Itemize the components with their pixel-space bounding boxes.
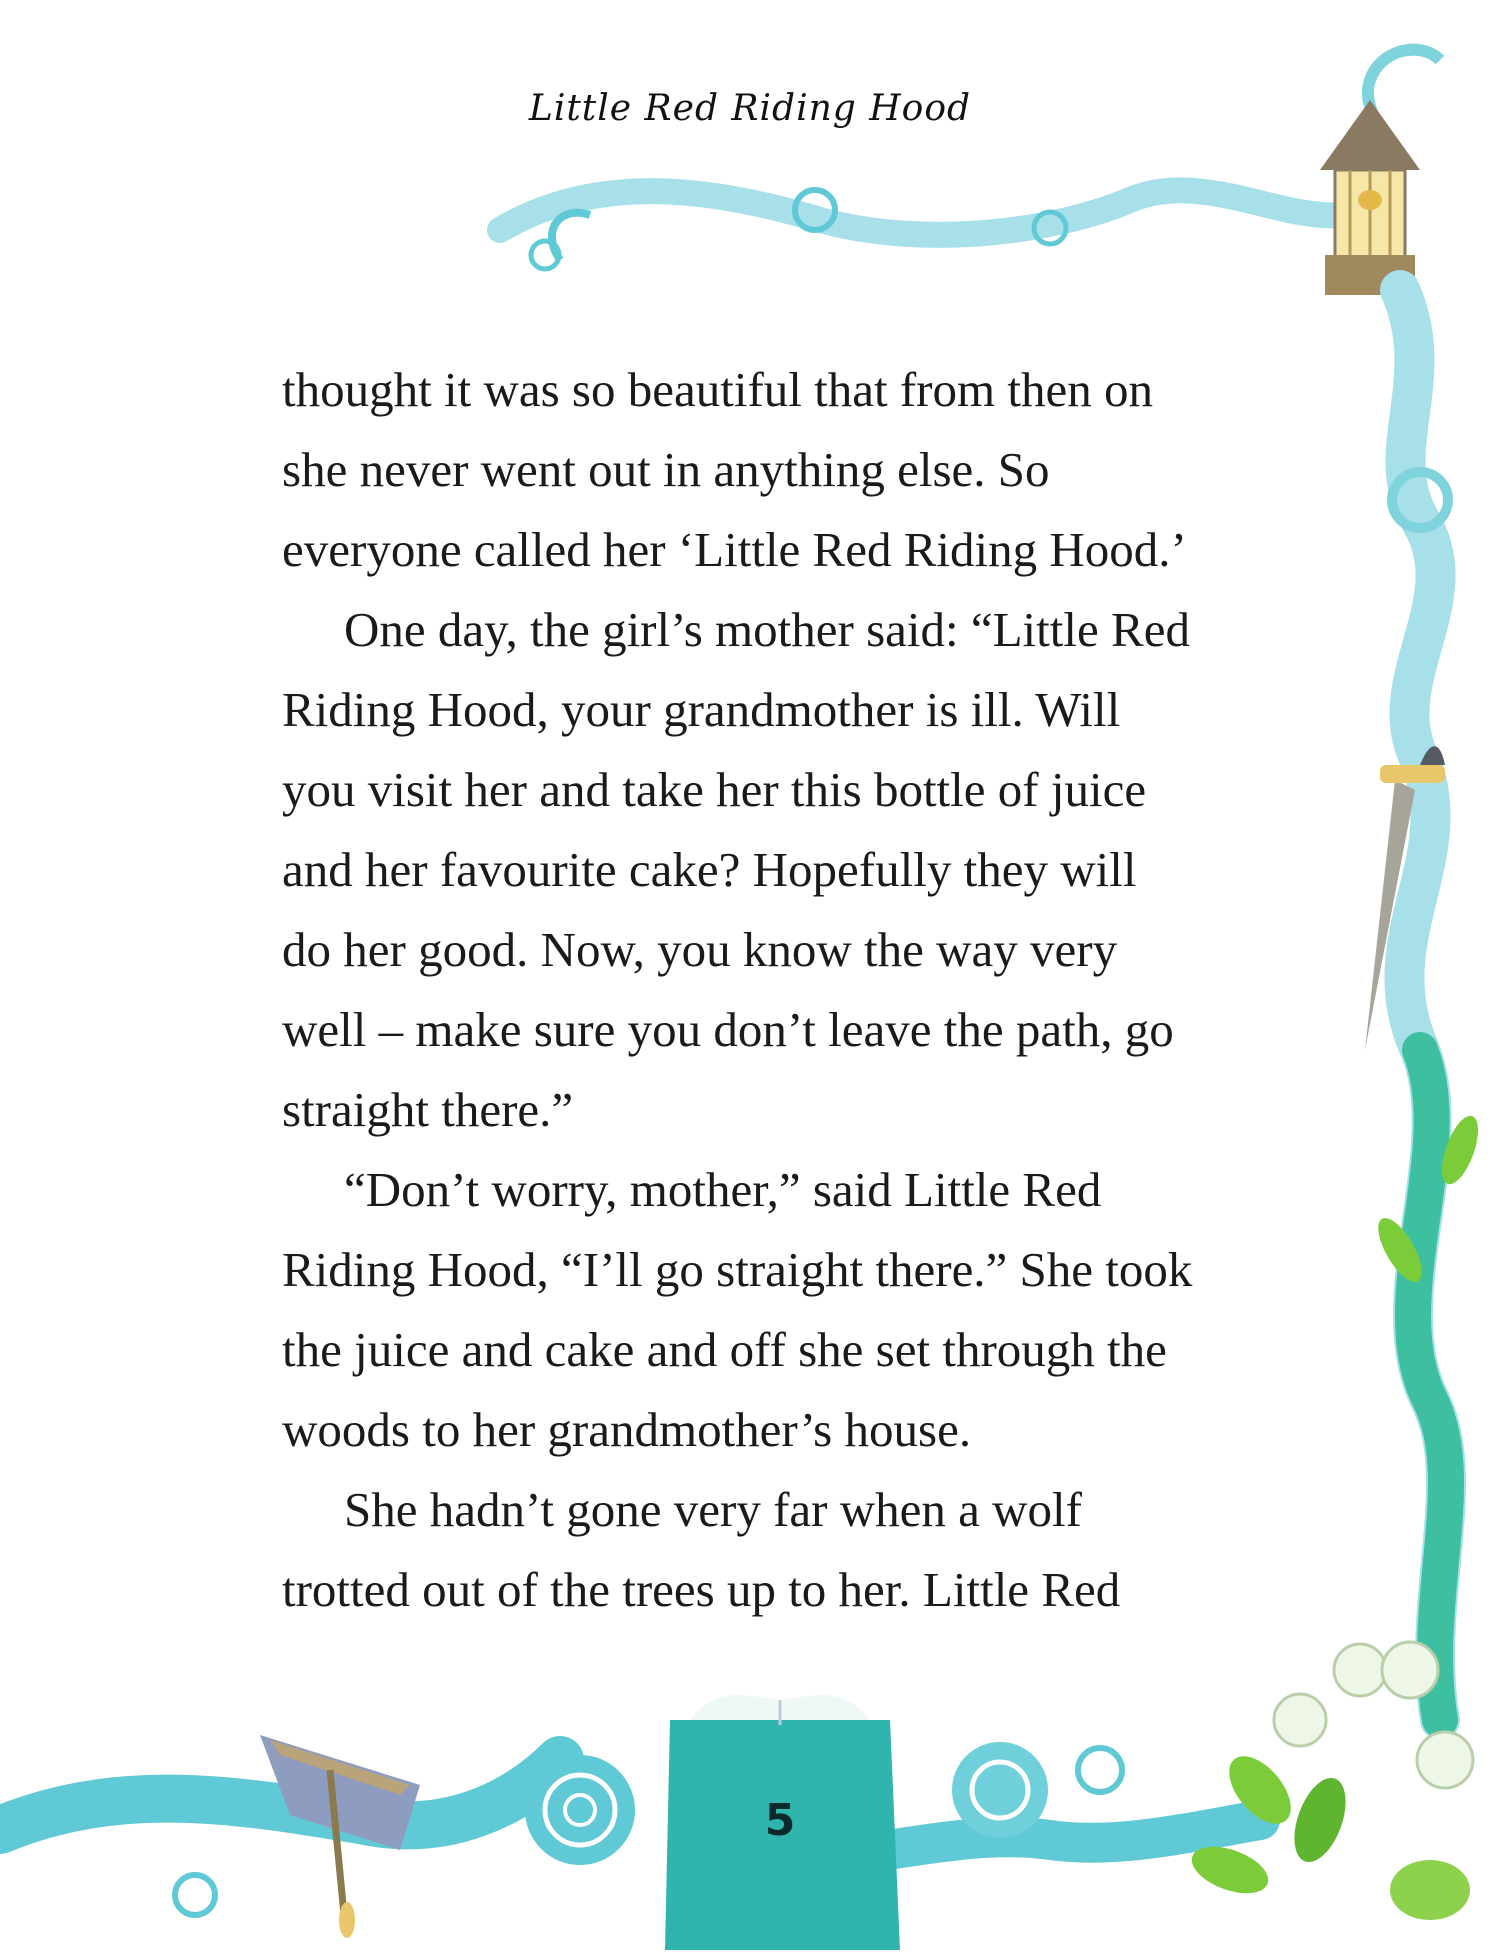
story-line: Riding Hood, “I’ll go straight there.” She took (282, 1242, 1193, 1297)
white-roses-illustration (1186, 1642, 1473, 1920)
bottom-wave-ribbon (0, 1742, 1260, 1915)
story-line: She hadn’t gone very far when a wolf (344, 1482, 1082, 1537)
story-line: and her favourite cake? Hopefully they will (282, 842, 1137, 897)
story-text (282, 350, 1282, 1630)
story-line: woods to her grandmother’s house. (282, 1402, 972, 1457)
story-line: thought it was so beautiful that from then on (282, 362, 1153, 417)
story-line: “Don’t worry, mother,” said Little Red (344, 1162, 1102, 1217)
story-line: Riding Hood, your grandmother is ill. Will (282, 682, 1121, 737)
story-line: straight there.” (282, 1082, 574, 1137)
story-line: well – make sure you don’t leave the path, go (282, 1002, 1174, 1057)
story-line: she never went out in anything else. So (282, 442, 1050, 497)
story-line: do her good. Now, you know the way very (282, 922, 1118, 977)
story-line: trotted out of the trees up to her. Little Red (282, 1562, 1121, 1617)
story-line: you visit her and take her this bottle of juice (282, 762, 1147, 817)
top-swirl-ribbon (500, 190, 1340, 269)
page-header-title: Little Red Riding Hood (528, 88, 972, 129)
page-number: 5 (764, 1795, 796, 1846)
story-line: One day, the girl’s mother said: “Little Red (344, 602, 1190, 657)
story-line: the juice and cake and off she set through the (282, 1322, 1167, 1377)
right-vine-ribbon (1365, 290, 1485, 1720)
birdcage-illustration (1320, 50, 1440, 295)
story-line: everyone called her ‘Little Red Riding Hood.’ (282, 522, 1187, 577)
